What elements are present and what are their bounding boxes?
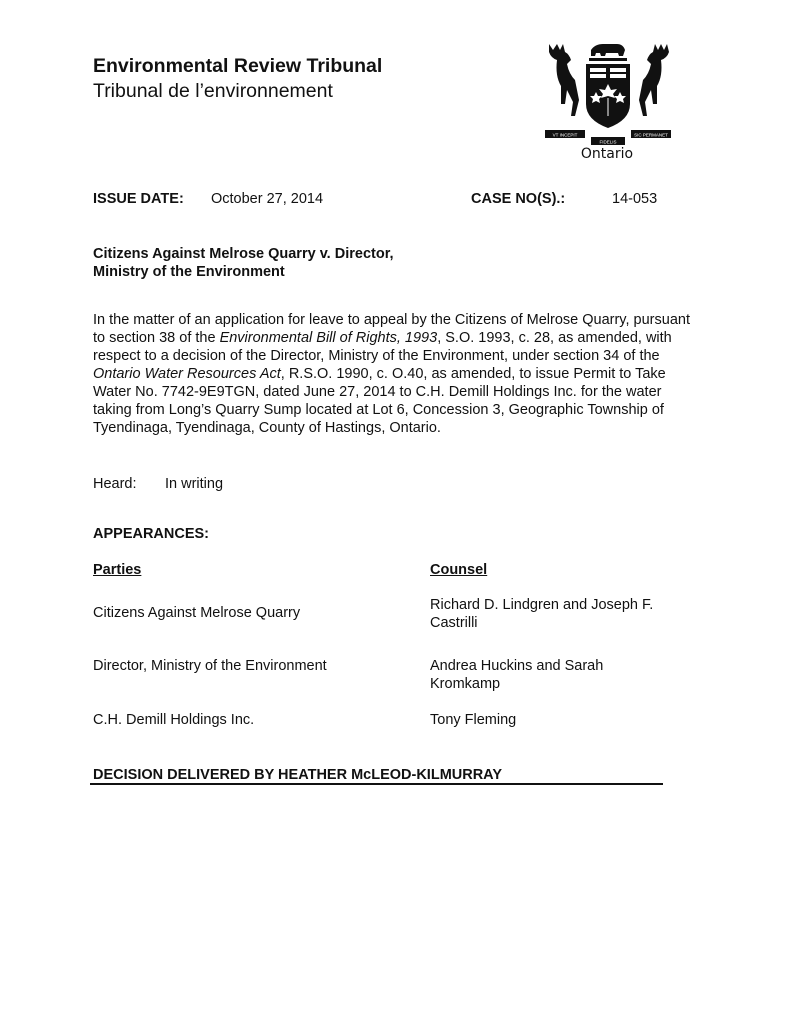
- case-number-value: 14-053: [612, 191, 658, 207]
- issue-date-value: October 27, 2014: [211, 191, 324, 207]
- case-number-label: CASE NO(S).:: [471, 191, 566, 207]
- heard-label: Heard:: [93, 476, 137, 492]
- party-name: Citizens Against Melrose Quarry: [93, 605, 301, 621]
- decision-delivered-by: DECISION DELIVERED BY HEATHER McLEOD-KILMURRAY: [93, 767, 502, 783]
- statute-name-ebr: Environmental Bill of Rights, 1993: [219, 330, 438, 346]
- counsel-name: Richard D. Lindgren and Joseph F. Castrilli: [430, 597, 654, 631]
- ontario-wordmark: Ontario: [580, 146, 634, 162]
- tribunal-name-english: Environmental Review Tribunal: [93, 55, 383, 77]
- case-title-line-2: Ministry of the Environment: [93, 264, 285, 280]
- coat-of-arms-icon: [543, 38, 673, 146]
- paragraph-text: , R.S.O. 1990, c. O.40, as amended, to issue Permit to Take Water No. 7742-9E9TGN, dated June 27, 2014 to C.H. Demill Holdings Inc. for the water taking from Long’s Quarry Sump located at Lot 6, Concession 3, Geographic Township of Tyendinaga, Tyendinaga, County of Hastings, Ontario.: [93, 366, 666, 436]
- party-name: C.H. Demill Holdings Inc.: [93, 712, 255, 728]
- paragraph-text: In the matter of an application for leave to appeal by the Citizens of Melrose Quarry, pursuant to section 38 of the: [93, 312, 690, 346]
- paragraph-text: , S.O. 1993, c. 28, as amended, with respect to a decision of the Director, Ministry of the Environment, under section 34 of the: [93, 330, 672, 364]
- motto-left: VT INCEPIT: [552, 132, 578, 138]
- motto-center: FIDELIS: [599, 139, 617, 145]
- counsel-column-header: Counsel: [430, 562, 488, 578]
- party-name: Director, Ministry of the Environment: [93, 658, 327, 674]
- statute-name-owra: Ontario Water Resources Act: [93, 366, 281, 382]
- motto-right: SIC PERMANET: [634, 132, 668, 138]
- tribunal-name-french: Tribunal de l’environnement: [93, 80, 333, 102]
- counsel-name: Tony Fleming: [430, 712, 517, 728]
- matter-paragraph: [93, 311, 703, 437]
- heard-value: In writing: [165, 476, 224, 492]
- case-title-line-1: Citizens Against Melrose Quarry v. Director,: [93, 246, 394, 262]
- parties-column-header: Parties: [93, 562, 142, 578]
- issue-date-label: ISSUE DATE:: [93, 191, 184, 207]
- ontario-coat-of-arms-logo: [543, 38, 673, 168]
- horizontal-rule: [90, 783, 663, 785]
- appearances-heading: APPEARANCES:: [93, 526, 210, 542]
- counsel-name: Andrea Huckins and Sarah Kromkamp: [430, 658, 604, 692]
- case-title: [93, 245, 513, 281]
